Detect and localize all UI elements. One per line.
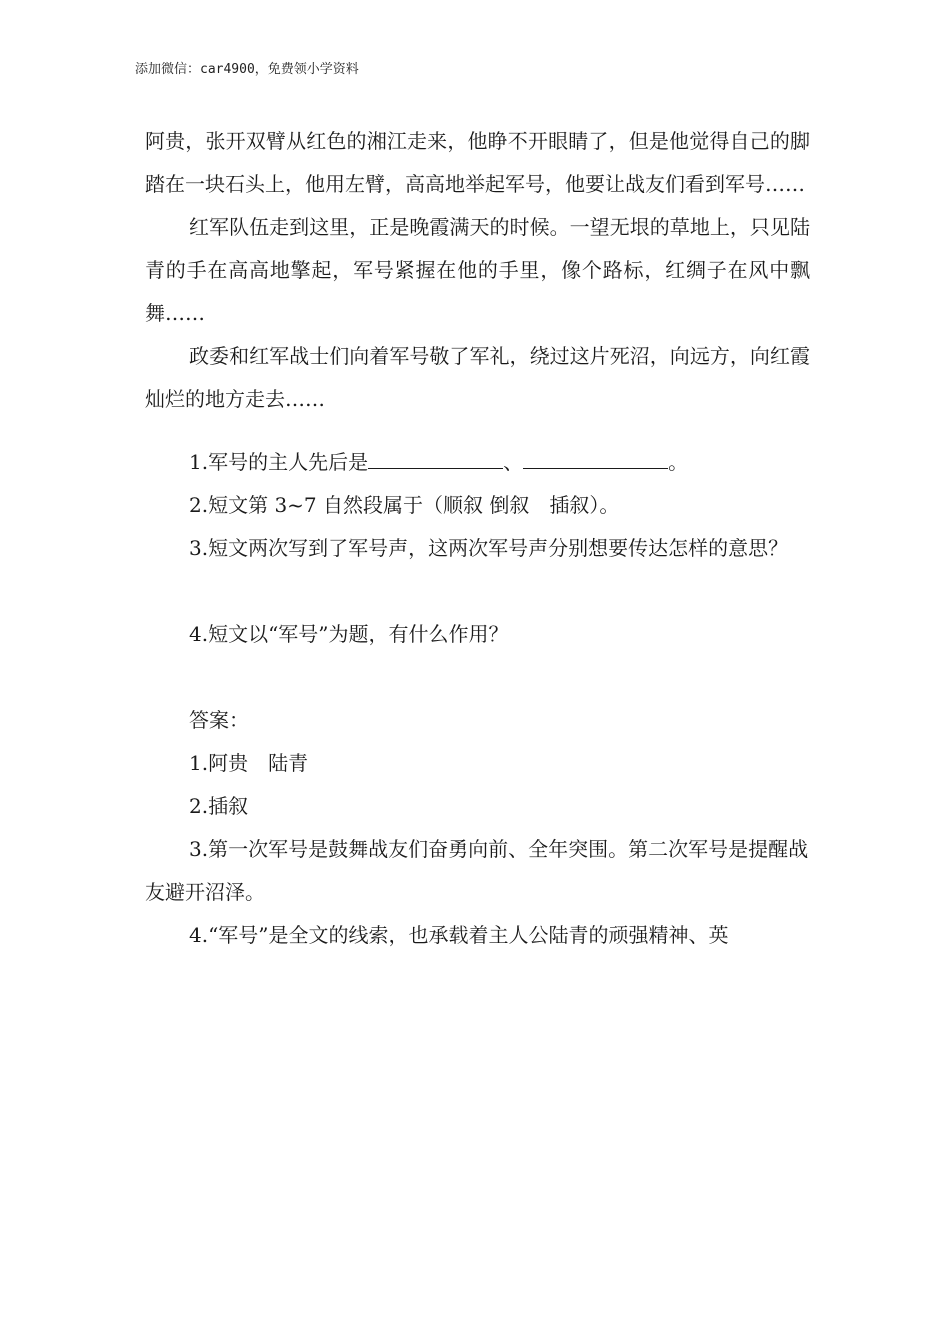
question-4: 4.短文以“军号”为题，有什么作用？	[189, 622, 509, 646]
document-body	[145, 120, 810, 957]
question-2: 2.短文第 3~7 自然段属于（顺叙 倒叙 插叙）。	[189, 493, 620, 517]
answer-3: 3.第一次军号是鼓舞战友们奋勇向前、全年突围。第二次军号是提醒战友避开沼泽。	[145, 837, 809, 904]
passage-paragraph-1: 阿贵，张开双臂从红色的湘江走来，他睁不开眼睛了，但是他觉得自己的脚踏在一块石头上，他用左臂，高高地举起军号，他要让战友们看到军号……	[145, 129, 810, 196]
page-header-watermark: 添加微信：car4900，免费领小学资料	[135, 62, 359, 77]
answers-title: 答案：	[189, 708, 249, 732]
question-1-text: 1.军号的主人先后是	[189, 450, 369, 474]
answer-1: 1.阿贵 陆青	[189, 751, 309, 775]
passage-paragraph-2: 红军队伍走到这里，正是晚霞满天的时候。一望无垠的草地上，只见陆青的手在高高地擎起，军号紧握在他的手里，像个路标，红绸子在风中飘舞……	[145, 215, 810, 325]
passage-paragraph-3: 政委和红军战士们向着军号敬了军礼，绕过这片死沼，向远方，向红霞灿烂的地方走去……	[145, 344, 810, 411]
answer-4: 4.“军号”是全文的线索，也承载着主人公陆青的顽强精神、英	[189, 923, 729, 947]
question-1-end: 。	[668, 450, 689, 474]
answer-blank-1[interactable]	[368, 444, 503, 469]
question-3: 3.短文两次写到了军号声，这两次军号声分别想要传达怎样的意思？	[189, 536, 789, 560]
answer-blank-2[interactable]	[523, 444, 668, 469]
question-1	[145, 441, 810, 484]
answer-2: 2.插叙	[189, 794, 249, 818]
question-1-separator: 、	[503, 450, 524, 474]
